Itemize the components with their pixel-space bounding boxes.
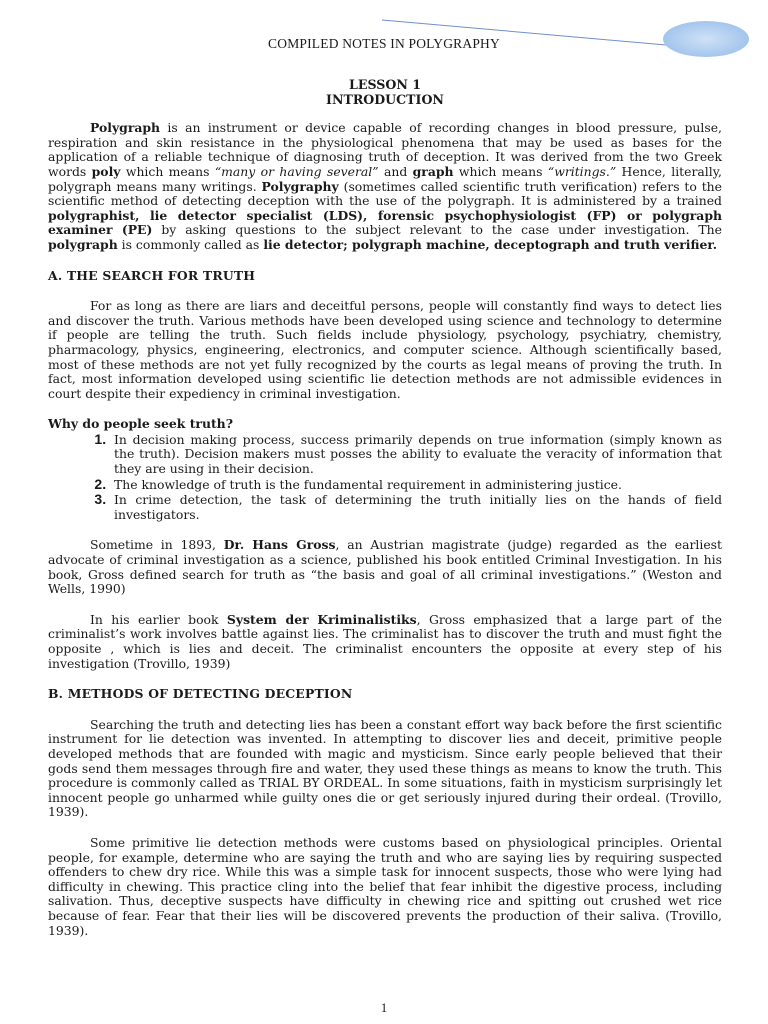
section-b-paragraph-1: Searching the truth and detecting lies has been a constant effort way back before the first scientific instrument for lie detection was invented. In attempting to discover lies and deceit, primitive people developed methods that are founded with magic and mysticism. Since early people believed that their gods send them messages through fire and water, they used these things as means to know the truth. This procedure is commonly called as TRIAL BY ORDEAL. In some situations, faith in mysticism surprisingly let innocent people go unharmed while guilty ones die or get seriously injured during their ordeal. (Trovillo, 1939). <box>48 716 722 820</box>
question-heading: Why do people seek truth? <box>48 416 233 432</box>
header-decoration <box>0 0 768 70</box>
list-item: 2. The knowledge of truth is the fundamental requirement in administering justice. <box>110 477 722 493</box>
section-a-heading: A. THE SEARCH FOR TRUTH <box>48 267 256 283</box>
section-b-heading: B. METHODS OF DETECTING DECEPTION <box>48 686 353 702</box>
intro-paragraph: Polygraph is an instrument or device capable of recording changes in blood pressure, pulse, respiration and skin resistance in the physiological phenomena that may be used as bases for the application of a reliable technique of diagnosing truth of deception. It was derived from the two Greek words poly which means “many or having several” and graph which means “writings.” Hence, literally, polygraph means many writings. Polygraphy (sometimes called scientific truth verification) refers to the scientific method of detecting deception with the use of the polygraph. It is administered by a trained polygraphist, lie detector specialist (LDS), forensic psychophysiologist (FP) or polygraph examiner (PE) by asking questions to the subject relevant to the case under investigation. The polygraph is commonly called as lie detector; polygraph machine, deceptograph and truth verifier. <box>48 120 722 252</box>
list-item: 3. In crime detection, the task of determining the truth initially lies on the hands of field investigators. <box>110 492 722 522</box>
page-header: COMPILED NOTES IN POLYGRAPHY <box>268 36 500 51</box>
lesson-title: INTRODUCTION <box>326 91 444 107</box>
section-a-paragraph-1: For as long as there are liars and deceitful persons, people will constantly find ways to detect lies and discover the truth. Various methods have been developed using science and technology to determine if people are telling the truth. Such fields include physiology, psychology, psychiatry, chemistry, pharmacology, physics, engineering, electronics, and computer science. Although scientifically based, most of these methods are not yet fully recognized by the courts as legal means of proving the truth. In fact, most information developed using scientific lie detection methods are not admissible evidences in court despite their expediency in criminal investigation. <box>48 298 722 401</box>
section-b-paragraph-2: Some primitive lie detection methods were customs based on physiological principles. Oriental people, for example, determine who are saying the truth and who are saying lies by requiring suspected offenders to chew dry rice. While this was a simple task for innocent suspects, those who were lying had difficulty in chewing. This practice cling into the belief that fear inhibit the digestive process, including salivation. Thus, deceptive suspects have difficulty in chewing rice and spitting out crushed wet rice because of fear. Fear that their lies will be discovered prevents the production of their saliva. (Trovillo, 1939). <box>48 834 722 938</box>
section-a-paragraph-2: Sometime in 1893, Dr. Hans Gross, an Austrian magistrate (judge) regarded as the earliest advocate of criminal investigation as a science, published his book entitled Criminal Investigation. In his book, Gross defined search for truth as “the basis and goal of all criminal investigations.” (Weston and Wells, 1990) <box>48 537 723 597</box>
reasons-list <box>48 432 722 523</box>
document-body <box>48 78 722 938</box>
list-item: 1. In decision making process, success primarily depends on true information (simply known as the truth). Decision makers must posses the ability to evaluate the veracity of information that they are using in their decision. <box>110 432 722 477</box>
page-number: 1 <box>380 1000 388 1015</box>
section-a-paragraph-3: In his earlier book System der Kriminalistiks, Gross emphasized that a large part of the criminalist’s work involves battle against lies. The criminalist has to discover the truth and must fight the opposite , which is lies and deceit. The criminalist encounters the opposite at every step of his investigation (Trovillo, 1939) <box>48 611 722 671</box>
lesson-number: LESSON 1 <box>349 77 421 92</box>
